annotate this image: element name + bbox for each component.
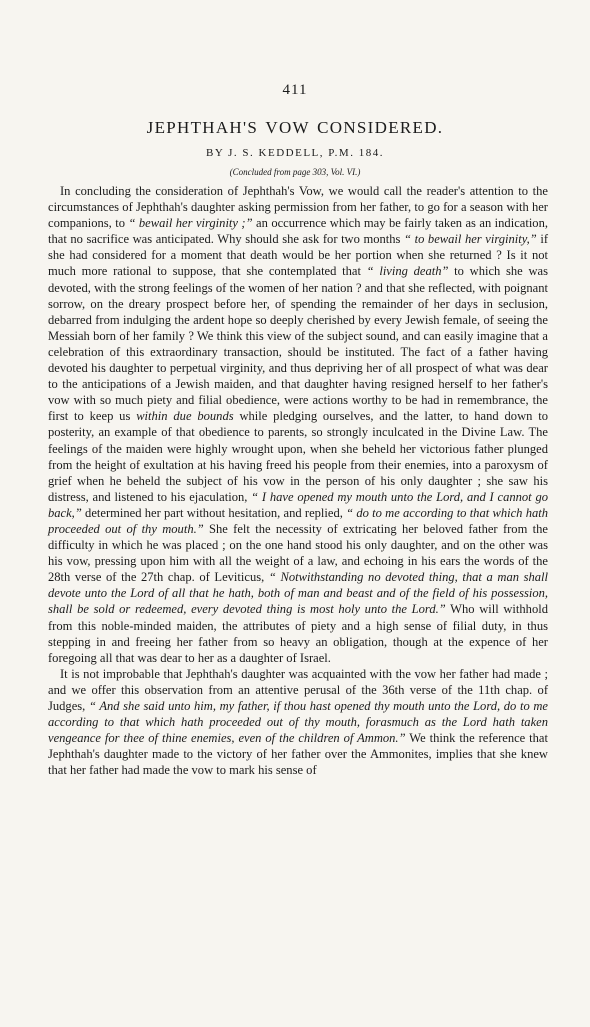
- page-number: 411: [282, 82, 308, 98]
- text-run: Who will withhold from this noble-minded maiden, the attributes of piety and a high sense of filial duty, in thus stepping in and freeing her father from so heavy an obligation, though at the expence of her foregoing all that was dear to her as a daughter of Israel.: [48, 602, 548, 665]
- italic-quote: “ to bewail her virginity,”: [404, 232, 537, 247]
- text-run: She felt the necessity of extricating her beloved father from the difficulty in which he was placed ; on the one hand stood his only daughter, and on the other was his vow, pressing upon him with all the weight of a law, and echoing in his ears the words of the 28th verse of the 27th chap. of Leviticus,: [48, 521, 548, 585]
- text-run: if she had considered for a moment that death would be her portion when she returned ? Is it not much more rational to suppose, that she contemplated that: [48, 232, 548, 279]
- italic-quote: “ living death”: [366, 264, 449, 279]
- continuation-note: (Concluded from page 303, Vol. VI.): [229, 167, 361, 177]
- text-run: It is not improbable that Jephthah's daughter was acquainted with the vow her father had made ; and we offer this observation from an attentive perusal of the 36th verse of the 11th chap. of Judges,: [48, 666, 548, 713]
- text-run: to which she was devoted, with the strong feelings of the women of her nation ? and that she reflected, with poignant sorrow, on the dreary prospect before her, of spending the remainder of her days in seclusion, debarred from indulging the ardent hope so deeply cherished by every Jewish female, of seeing the Messiah born of her family ? We think this view of the subject sound, and can easily imagine that a celebration of this extraordinary transaction, should be instituted. The fact of a father having devoted his daughter to perpetual virginity, and thus depriving her of all prospect of what was dear to the anticipations of a Jewish maiden, and that daughter having resigned herself to her father's vow with so much piety and filial obedience, were actions worthy to be had in remembrance, the first to keep us: [48, 264, 548, 424]
- text-run: an occurrence which may be fairly taken as an indication, that no sacrifice was anticipated. Why should she ask for two months: [48, 216, 548, 247]
- text-run: determined her part without hesitation, and replied,: [81, 505, 347, 520]
- italic-quote: “ I have opened my mouth unto the Lord, and I cannot go back,”: [48, 489, 548, 520]
- article-title: JEPHTHAH'S VOW CONSIDERED.: [146, 118, 444, 137]
- text-run: while pledging ourselves, and the latter, to hand down to posterity, an example of that obedience to parents, so strongly inculcated in the Divine Law. The feelings of the maiden were highly wrought upon, when she beheld her victorious father plunged from the height of exultation at his having freed his people from their enemies, into a paroxysm of grief when he beheld the subject of his vow in the person of his only daughter ; she saw his distress, and listened to his ejaculation,: [48, 409, 549, 504]
- italic-quote: “ And she said unto him, my father, if thou hast opened thy mouth unto the Lord, do to me according to that which hath proceeded out of thy mouth, forasmuch as the Lord hath taken vengeance for thee of thine enemies, even of the children of Ammon.”: [48, 699, 548, 746]
- italic-quote: “ bewail her virginity ;”: [128, 216, 253, 231]
- italic-quote: “ Notwithstanding no devoted thing, that a man shall devote unto the Lord of all that he hath, both of man and beast and of the field of his possession, shall be sold or redeemed, every devoted thing is most holy unto the Lord.”: [48, 570, 549, 617]
- article-body: [48, 183, 548, 778]
- author-byline: BY J. S. KEDDELL, P.M. 184.: [206, 147, 384, 159]
- paragraph: [48, 183, 548, 666]
- text-run: In concluding the consideration of Jephthah's Vow, we would call the reader's attention to the circumstances of Jephthah's daughter asking permission from her father, to go for a season with her companions, to: [48, 184, 548, 231]
- paragraph: [48, 666, 548, 779]
- italic-quote: “ do to me according to that which hath proceeded out of thy mouth.”: [48, 505, 548, 536]
- text-run: We think the reference that Jephthah's daughter made to the victory of her father over the Ammonites, implies that she knew that her father had made the vow to mark his sense of: [48, 731, 548, 778]
- italic-quote: within due bounds: [136, 409, 234, 424]
